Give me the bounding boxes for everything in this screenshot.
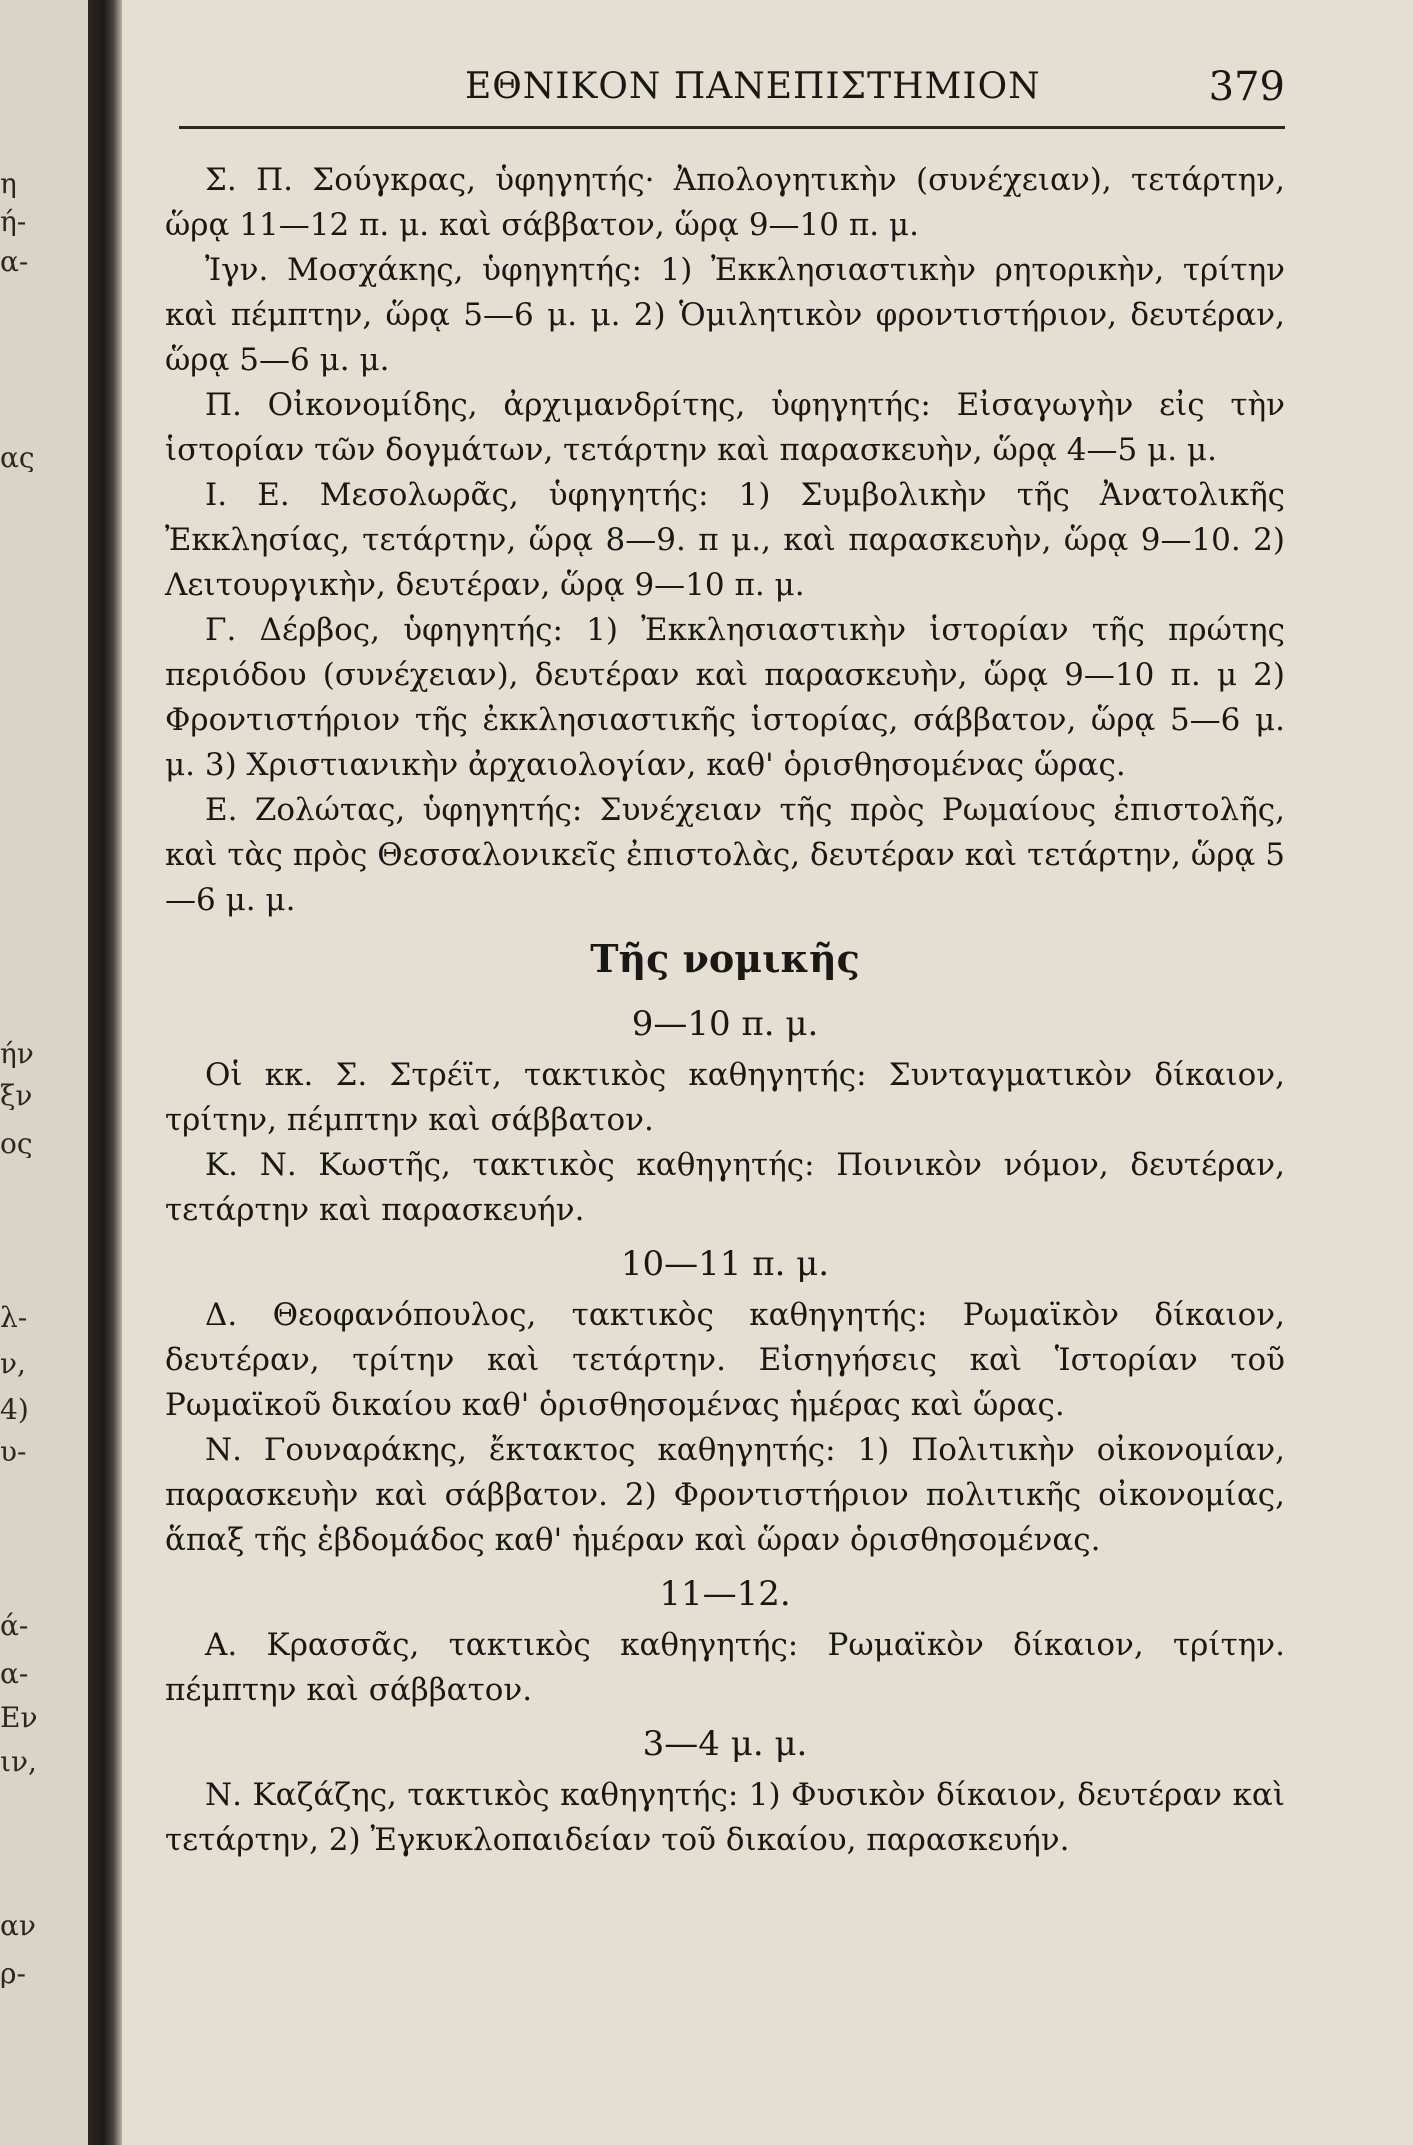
adjacent-page-fragment: Εν [0,1704,38,1732]
list-item: Α. Κρασσᾶς, τακτικὸς καθηγητής: Ρωμαϊκὸν δίκαιον, τρίτην. πέμπτην καὶ σάββατον. [165,1627,1285,1708]
list-item: Ι. Ε. Μεσολωρᾶς, ὑφηγητής: 1) Συμβολικὴν τῆς Ἀνατολικῆς Ἐκκλησίας, τετάρτην, ὥρᾳ 8—9. π μ., καὶ παρασκευὴν, ὥρᾳ 9—10. 2) Λειτουργικὴν, δευτέραν, ὥρᾳ 9—10 π. μ. [165,477,1285,603]
binding-gutter [88,0,122,2145]
adjacent-page-fragment: ά- [0,1612,29,1640]
adjacent-page-fragment: η [0,170,17,198]
adjacent-page-fragment: ξν [0,1082,33,1110]
list-item: Ν. Γουναράκης, ἔκτακτος καθηγητής: 1) Πολιτικὴν οἰκονομίαν, παρασκευὴν καὶ σάββατον. 2) Φροντιστήριον πολιτικῆς οἰκονομίας, ἅπαξ τῆς ἑβδομάδος καθ' ἡμέραν καὶ ὥραν ὁρισθησομένας. [165,1432,1285,1558]
page [165,60,1285,1858]
adjacent-page-fragment: α- [0,248,29,276]
adjacent-page-fragment: ν, [0,1350,26,1378]
list-item: Γ. Δέρβος, ὑφηγητής: 1) Ἐκκλησιαστικὴν ἱστορίαν τῆς πρώτης περιόδου (συνέχειαν), δευτέραν καὶ παρασκευὴν, ὥρᾳ 9—10 π. μ 2) Φροντιστήριον τῆς ἐκκλησιαστικῆς ἱστορίας, σάββατον, ὥρᾳ 5—6 μ. μ. 3) Χριστιανικὴν ἀρχαιολογίαν, καθ' ὁρισθησομένας ὥρας. [165,612,1285,783]
adjacent-page-fragment: α- [0,1660,29,1688]
list-item: Σ. Π. Σούγκρας, ὑφηγητής· Ἀπολογητικὴν (συνέχειαν), τετάρτην, ὥρᾳ 11—12 π. μ. καὶ σάββατον, ὥρᾳ 9—10 π. μ. [165,162,1285,243]
adjacent-page-fragment: λ- [0,1304,28,1332]
adjacent-page-fragment: ος [0,1130,33,1158]
time-heading: 11—12. [659,1574,791,1614]
list-item: Οἱ κκ. Σ. Στρέϊτ, τακτικὸς καθηγητής: Συνταγματικὸν δίκαιον, τρίτην, πέμπτην καὶ σάββατον. [165,1057,1285,1138]
list-item: Δ. Θεοφανόπουλος, τακτικὸς καθηγητής: Ρωμαϊκὸν δίκαιον, δευτέραν, τρίτην καὶ τετάρτην. Εἰσηγήσεις καὶ Ἱστορίαν τοῦ Ρωμαϊκοῦ δικαίου καθ' ὁρισθησομένας ἡμέρας καὶ ὥρας. [165,1297,1285,1423]
list-item: Ἰγν. Μοσχάκης, ὑφηγητής: 1) Ἐκκλησιαστικὴν ρητορικὴν, τρίτην καὶ πέμπτην, ὥρᾳ 5—6 μ. μ. 2) Ὁμιλητικὸν φροντιστήριον, δευτέραν, ὥρᾳ 5—6 μ. μ. [165,252,1285,378]
list-item: Π. Οἰκονομίδης, ἀρχιμανδρίτης, ὑφηγητής: Εἰσαγωγὴν εἰς τὴν ἱστορίαν τῶν δογμάτων, τετάρτην καὶ παρασκευὴν, ὥρᾳ 4—5 μ. μ. [165,387,1285,468]
time-heading: 9—10 π. μ. [631,1004,819,1044]
adjacent-page-fragment: ή- [0,208,27,236]
adjacent-page-fragment: υ- [0,1438,27,1466]
header-rule [179,126,1285,129]
adjacent-page-fragment: αν [0,1912,36,1940]
section-title: Τῆς νομικῆς [590,936,860,981]
time-heading: 3—4 μ. μ. [642,1724,808,1764]
time-heading: 10—11 π. μ. [620,1244,830,1284]
list-item: Κ. Ν. Κωστῆς, τακτικὸς καθηγητής: Ποινικὸν νόμον, δευτέραν, τετάρτην καὶ παρασκευήν. [165,1147,1285,1228]
page-number: 379 [1208,64,1285,110]
adjacent-page-fragment: ρ- [0,1960,26,1988]
list-item: Ν. Καζάζης, τακτικὸς καθηγητής: 1) Φυσικὸν δίκαιον, δευτέραν καὶ τετάρτην, 2) Ἐγκυκλοπαιδείαν τοῦ δικαίου, παρασκευήν. [165,1777,1285,1858]
list-item: Ε. Ζολώτας, ὑφηγητής: Συνέχειαν τῆς πρὸς Ρωμαίους ἐπιστολῆς, καὶ τὰς πρὸς Θεσσαλονικεῖς ἐπιστολὰς, δευτέραν καὶ τετάρτην, ὥρᾳ 5—6 μ. μ. [165,792,1285,918]
adjacent-page-fragment: ήν [0,1040,34,1068]
running-header [165,60,1285,130]
adjacent-page-fragment: ιν, [0,1748,37,1776]
page-body [165,158,1285,1863]
running-title: ΕΘΝΙΚΟΝ ΠΑΝΕΠΙΣΤΗΜΙΟΝ [465,66,1041,107]
adjacent-page-fragment: 4) [0,1396,29,1424]
adjacent-page-fragment: ας [0,444,35,472]
